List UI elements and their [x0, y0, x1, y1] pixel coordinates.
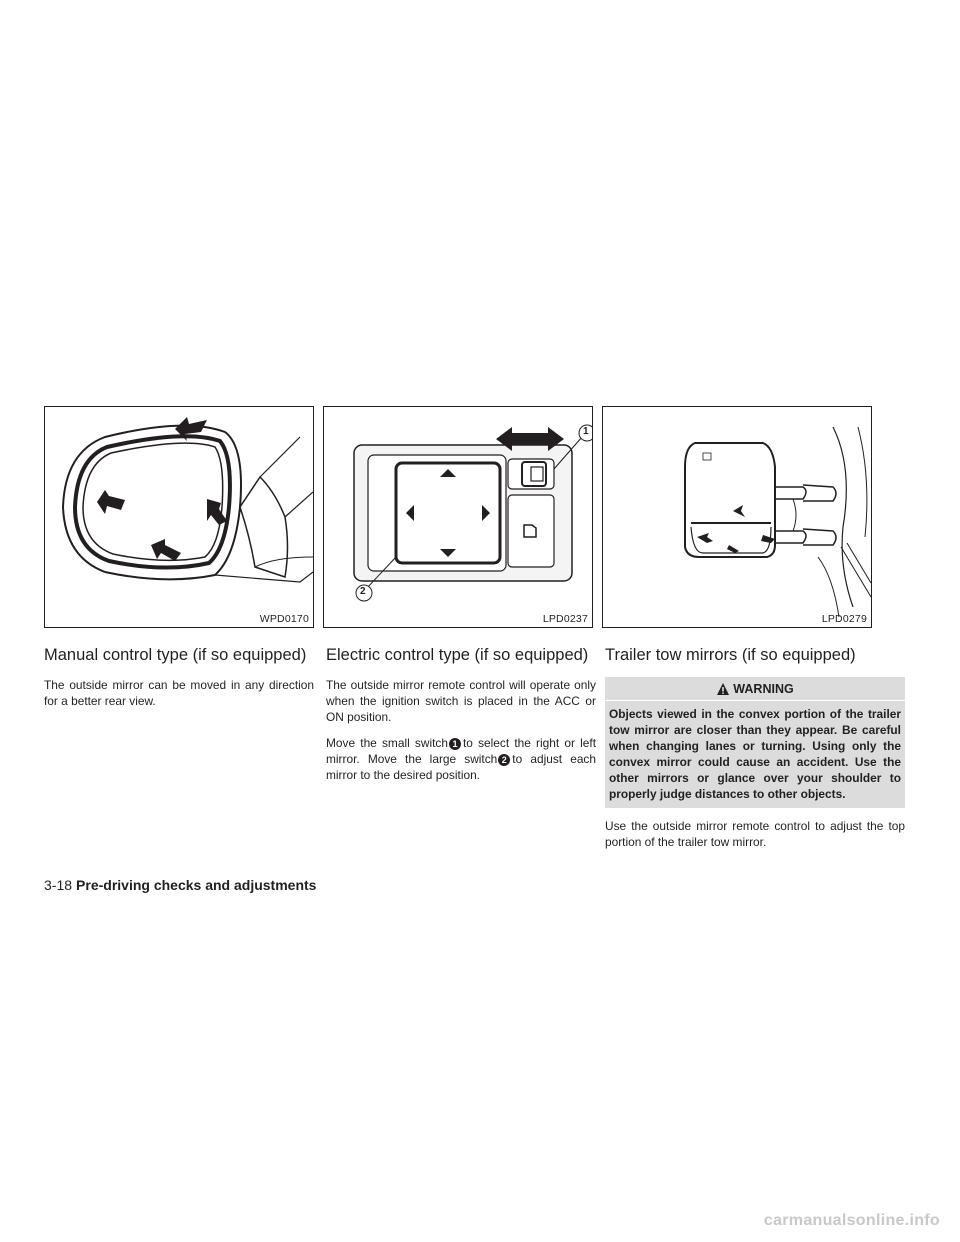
figure-electric-control — [323, 406, 593, 628]
warning-header — [605, 677, 905, 701]
body-text: Use the outside mirror remote control to adjust the top portion of the trailer tow mirror. — [605, 819, 905, 849]
section-heading: Trailer tow mirrors (if so equipped) — [605, 646, 856, 664]
figure-manual-mirror — [44, 406, 314, 628]
section-heading: Electric control type (if so equipped) — [326, 646, 589, 664]
callout-2: 2 — [498, 754, 510, 766]
page-footer — [44, 877, 316, 893]
callout-1: 1 — [449, 738, 461, 750]
body-text: The outside mirror remote control will operate only when the ignition switch is placed in the ACC or ON position. — [326, 678, 596, 724]
body-text-callouts — [326, 735, 596, 783]
figure-code: LPD0279 — [821, 613, 867, 625]
trailer-mirror-illustration — [603, 407, 872, 628]
watermark: carmanualsonline.info — [763, 1212, 940, 1229]
text-part: to adjust each mirror to the desired position. — [326, 752, 596, 782]
chapter-title: Pre-driving checks and adjustments — [76, 877, 317, 893]
manual-mirror-illustration — [45, 407, 314, 628]
figure-code: WPD0170 — [259, 613, 309, 625]
warning-text: Objects viewed in the convex portion of the trailer tow mirror are closer than they appear. Be careful when changing lanes or turning. Using only the convex mirror could cause an accident. Use the other mirrors or glance over your shoulder to properly judge distances to other objects. — [609, 707, 901, 801]
warning-box — [605, 677, 905, 808]
diagram-callout-1: 1 — [583, 426, 589, 437]
section-manual-control — [44, 646, 314, 719]
warning-title: WARNING — [733, 682, 794, 696]
warning-icon — [716, 682, 730, 696]
page-number: 3-18 — [44, 877, 73, 893]
body-text: The outside mirror can be moved in any direction for a better rear view. — [44, 678, 314, 708]
figure-code: LPD0237 — [542, 613, 588, 625]
section-trailer-tow-mirrors — [605, 646, 905, 860]
text-part: Move the small switch — [326, 736, 448, 750]
text-part: to select the right or left mirror. Move the large switch — [326, 736, 596, 766]
diagram-callout-2: 2 — [360, 586, 366, 597]
section-heading: Manual control type (if so equipped) — [44, 646, 307, 664]
figure-trailer-tow-mirror — [602, 406, 872, 628]
section-electric-control — [326, 646, 596, 793]
